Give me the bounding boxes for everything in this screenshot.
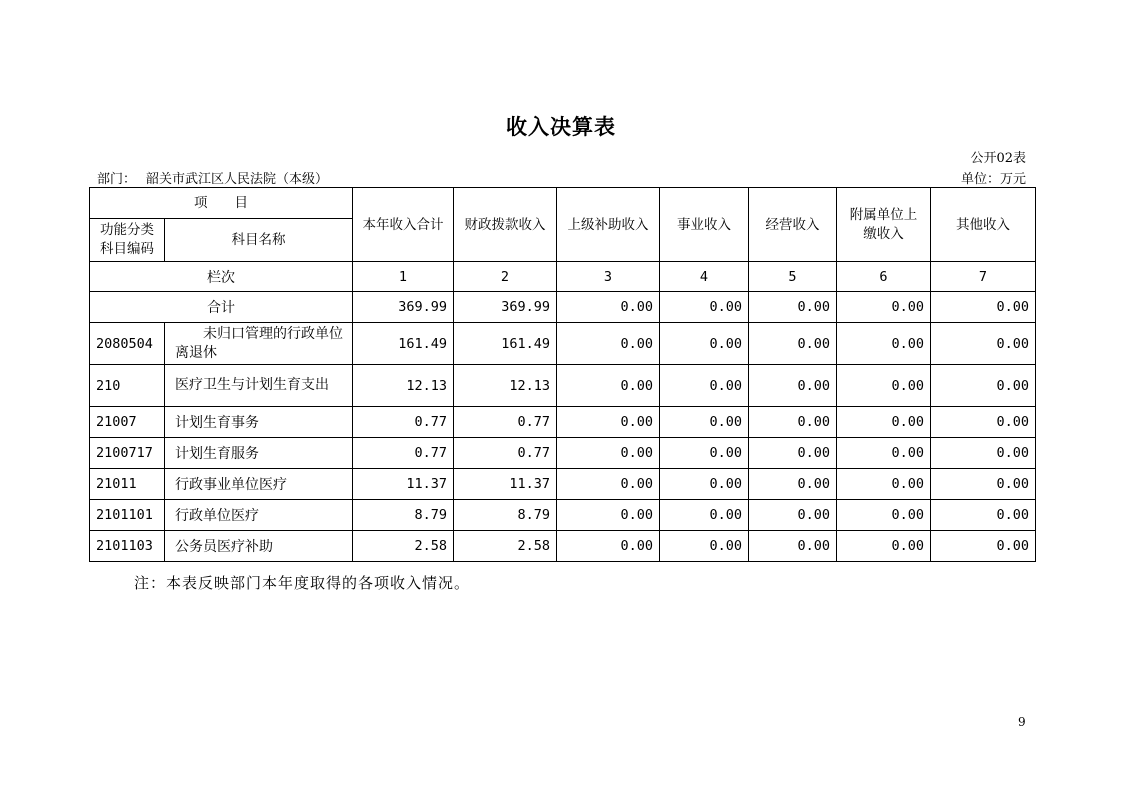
total-value: 0.00: [931, 292, 1036, 323]
table-row: [90, 438, 1036, 469]
row-value: 161.49: [454, 323, 557, 365]
row-value: 0.00: [557, 438, 660, 469]
row-value: 11.37: [454, 469, 557, 500]
row-value: 12.13: [454, 365, 557, 407]
table-note: 注：本表反映部门本年度取得的各项收入情况。: [134, 574, 471, 592]
row-name: 医疗卫生与计划生育支出: [165, 365, 353, 407]
form-number: 公开02表: [970, 151, 1026, 166]
row-value: 0.00: [837, 531, 931, 562]
row-value: 0.00: [931, 407, 1036, 438]
row-value: 0.00: [557, 500, 660, 531]
row-name: 公务员医疗补助: [165, 531, 353, 562]
column-index: 6: [837, 262, 931, 292]
row-value: 0.00: [837, 323, 931, 365]
row-value: 0.00: [749, 407, 837, 438]
column-index: 3: [557, 262, 660, 292]
row-value: 0.00: [660, 438, 749, 469]
header-name: 科目名称: [165, 219, 353, 262]
row-value: 11.37: [353, 469, 454, 500]
row-value: 0.77: [353, 438, 454, 469]
row-value: 0.00: [931, 531, 1036, 562]
column-index-row: [90, 262, 1036, 292]
row-value: 0.77: [353, 407, 454, 438]
row-value: 0.00: [660, 365, 749, 407]
total-label: 合计: [90, 292, 353, 323]
column-index: 7: [931, 262, 1036, 292]
row-value: 0.00: [660, 323, 749, 365]
row-value: 0.00: [837, 365, 931, 407]
row-value: 0.00: [837, 469, 931, 500]
table-row: [90, 365, 1036, 407]
row-value: 0.77: [454, 407, 557, 438]
table-row: [90, 531, 1036, 562]
row-value: 0.00: [660, 469, 749, 500]
row-value: 0.00: [660, 407, 749, 438]
row-value: 0.00: [931, 500, 1036, 531]
row-value: 0.00: [837, 407, 931, 438]
header-col-6: 附属单位上缴收入: [837, 188, 931, 262]
row-value: 161.49: [353, 323, 454, 365]
row-value: 8.79: [454, 500, 557, 531]
row-name: 未归口管理的行政单位离退休: [165, 323, 353, 365]
row-value: 0.00: [660, 500, 749, 531]
department-line: [97, 168, 328, 187]
header-col-7: 其他收入: [931, 188, 1036, 262]
row-name: 计划生育事务: [165, 407, 353, 438]
row-value: 8.79: [353, 500, 454, 531]
row-value: 0.00: [557, 323, 660, 365]
row-value: 12.13: [353, 365, 454, 407]
header-col-4: 事业收入: [660, 188, 749, 262]
header-col-1: 本年收入合计: [353, 188, 454, 262]
header-code: 功能分类科目编码: [90, 219, 165, 262]
table-row: [90, 469, 1036, 500]
row-code: 21007: [90, 407, 165, 438]
header-col-5: 经营收入: [749, 188, 837, 262]
unit-label: 单位：万元: [960, 172, 1026, 187]
row-name: 行政单位医疗: [165, 500, 353, 531]
total-row: [90, 292, 1036, 323]
header-col-2: 财政拨款收入: [454, 188, 557, 262]
row-code: 210: [90, 365, 165, 407]
row-value: 0.00: [931, 469, 1036, 500]
department-name: 韶关市武江区人民法院（本级）: [146, 172, 329, 187]
row-value: 0.00: [557, 407, 660, 438]
row-code: 2101101: [90, 500, 165, 531]
row-value: 0.00: [557, 365, 660, 407]
row-value: 0.00: [837, 500, 931, 531]
header-item: 项 目: [90, 188, 353, 219]
total-value: 369.99: [454, 292, 557, 323]
row-code: 2101103: [90, 531, 165, 562]
income-final-accounts-table: [89, 187, 1036, 562]
column-index: 2: [454, 262, 557, 292]
header-col-3: 上级补助收入: [557, 188, 660, 262]
row-value: 0.00: [931, 365, 1036, 407]
row-code: 21011: [90, 469, 165, 500]
page-number: 9: [1018, 715, 1026, 729]
total-value: 369.99: [353, 292, 454, 323]
column-index: 1: [353, 262, 454, 292]
row-value: 2.58: [454, 531, 557, 562]
total-value: 0.00: [837, 292, 931, 323]
row-name: 行政事业单位医疗: [165, 469, 353, 500]
row-value: 0.00: [749, 500, 837, 531]
column-index: 5: [749, 262, 837, 292]
table-row: [90, 407, 1036, 438]
row-value: 0.00: [931, 438, 1036, 469]
row-value: 0.00: [660, 531, 749, 562]
row-value: 0.00: [749, 469, 837, 500]
total-value: 0.00: [660, 292, 749, 323]
page-title: 收入决算表: [506, 114, 616, 139]
row-value: 0.00: [749, 365, 837, 407]
row-code: 2080504: [90, 323, 165, 365]
total-value: 0.00: [557, 292, 660, 323]
header-row-1: [90, 188, 1036, 219]
department-label: 部门：: [97, 172, 137, 187]
row-value: 0.00: [557, 469, 660, 500]
row-code: 2100717: [90, 438, 165, 469]
column-index: 4: [660, 262, 749, 292]
row-value: 0.00: [749, 531, 837, 562]
row-value: 0.00: [749, 438, 837, 469]
row-value: 0.77: [454, 438, 557, 469]
row-value: 2.58: [353, 531, 454, 562]
row-value: 0.00: [557, 531, 660, 562]
column-index-label: 栏次: [90, 262, 353, 292]
row-value: 0.00: [837, 438, 931, 469]
row-value: 0.00: [749, 323, 837, 365]
table-row: [90, 500, 1036, 531]
total-value: 0.00: [749, 292, 837, 323]
row-value: 0.00: [931, 323, 1036, 365]
row-name: 计划生育服务: [165, 438, 353, 469]
table-row: [90, 323, 1036, 365]
